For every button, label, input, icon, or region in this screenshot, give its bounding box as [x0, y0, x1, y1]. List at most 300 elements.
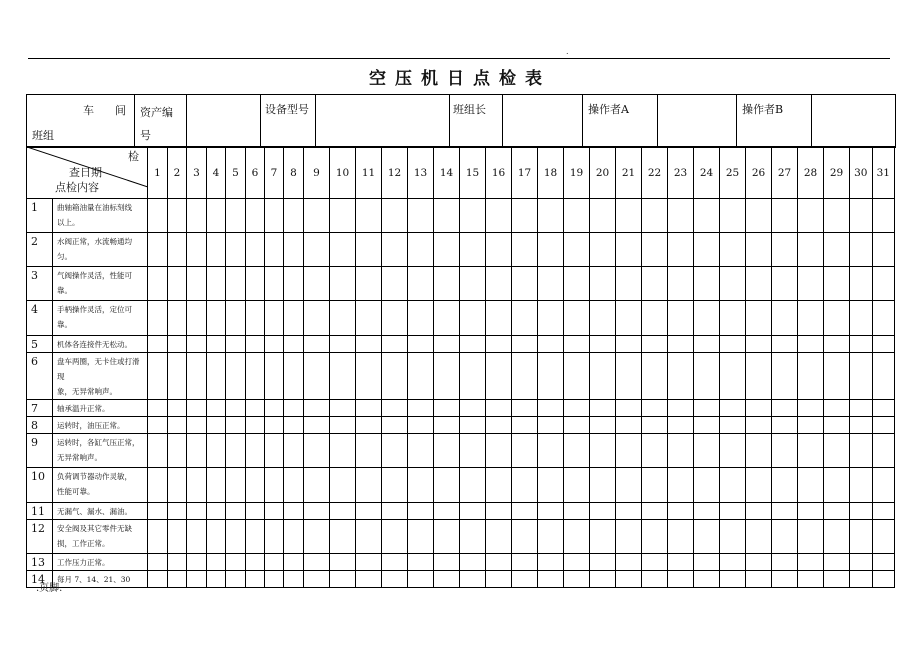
- check-cell[interactable]: [382, 199, 408, 233]
- check-cell[interactable]: [872, 571, 895, 588]
- check-cell[interactable]: [746, 301, 772, 336]
- check-cell[interactable]: [564, 301, 590, 336]
- check-cell[interactable]: [590, 233, 616, 267]
- check-cell[interactable]: [246, 434, 265, 468]
- check-cell[interactable]: [460, 417, 486, 434]
- check-cell[interactable]: [148, 267, 168, 301]
- check-cell[interactable]: [564, 199, 590, 233]
- check-cell[interactable]: [486, 353, 512, 400]
- check-cell[interactable]: [538, 468, 564, 503]
- check-cell[interactable]: [168, 434, 187, 468]
- check-cell[interactable]: [226, 571, 246, 588]
- check-cell[interactable]: [265, 301, 284, 336]
- check-cell[interactable]: [408, 400, 434, 417]
- check-cell[interactable]: [187, 400, 207, 417]
- check-cell[interactable]: [226, 400, 246, 417]
- check-cell[interactable]: [720, 417, 746, 434]
- check-cell[interactable]: [187, 233, 207, 267]
- check-cell[interactable]: [642, 199, 668, 233]
- check-cell[interactable]: [538, 503, 564, 520]
- check-cell[interactable]: [168, 503, 187, 520]
- check-cell[interactable]: [590, 503, 616, 520]
- check-cell[interactable]: [168, 400, 187, 417]
- check-cell[interactable]: [356, 233, 382, 267]
- check-cell[interactable]: [330, 434, 356, 468]
- check-cell[interactable]: [772, 301, 798, 336]
- check-cell[interactable]: [746, 468, 772, 503]
- check-cell[interactable]: [772, 554, 798, 571]
- check-cell[interactable]: [304, 267, 330, 301]
- check-cell[interactable]: [694, 554, 720, 571]
- check-cell[interactable]: [772, 336, 798, 353]
- check-cell[interactable]: [564, 520, 590, 554]
- check-cell[interactable]: [246, 233, 265, 267]
- check-cell[interactable]: [872, 468, 895, 503]
- check-cell[interactable]: [668, 417, 694, 434]
- check-cell[interactable]: [460, 199, 486, 233]
- check-cell[interactable]: [408, 267, 434, 301]
- check-cell[interactable]: [746, 417, 772, 434]
- check-cell[interactable]: [168, 520, 187, 554]
- check-cell[interactable]: [564, 233, 590, 267]
- check-cell[interactable]: [330, 267, 356, 301]
- check-cell[interactable]: [616, 554, 642, 571]
- check-cell[interactable]: [824, 503, 850, 520]
- check-cell[interactable]: [824, 267, 850, 301]
- check-cell[interactable]: [616, 199, 642, 233]
- check-cell[interactable]: [668, 554, 694, 571]
- check-cell[interactable]: [168, 353, 187, 400]
- check-cell[interactable]: [642, 417, 668, 434]
- check-cell[interactable]: [694, 434, 720, 468]
- check-cell[interactable]: [642, 336, 668, 353]
- check-cell[interactable]: [168, 301, 187, 336]
- check-cell[interactable]: [486, 554, 512, 571]
- check-cell[interactable]: [720, 503, 746, 520]
- check-cell[interactable]: [616, 503, 642, 520]
- check-cell[interactable]: [668, 336, 694, 353]
- check-cell[interactable]: [304, 301, 330, 336]
- check-cell[interactable]: [668, 503, 694, 520]
- check-cell[interactable]: [746, 233, 772, 267]
- check-cell[interactable]: [850, 199, 873, 233]
- check-cell[interactable]: [824, 520, 850, 554]
- check-cell[interactable]: [382, 554, 408, 571]
- check-cell[interactable]: [720, 353, 746, 400]
- check-cell[interactable]: [872, 400, 895, 417]
- check-cell[interactable]: [356, 301, 382, 336]
- check-cell[interactable]: [850, 233, 873, 267]
- check-cell[interactable]: [512, 301, 538, 336]
- check-cell[interactable]: [187, 520, 207, 554]
- check-cell[interactable]: [694, 267, 720, 301]
- check-cell[interactable]: [168, 468, 187, 503]
- check-cell[interactable]: [512, 503, 538, 520]
- check-cell[interactable]: [187, 199, 207, 233]
- check-cell[interactable]: [590, 468, 616, 503]
- check-cell[interactable]: [746, 353, 772, 400]
- check-cell[interactable]: [356, 417, 382, 434]
- check-cell[interactable]: [694, 301, 720, 336]
- check-cell[interactable]: [616, 417, 642, 434]
- check-cell[interactable]: [265, 353, 284, 400]
- operator-a-field[interactable]: [658, 95, 737, 148]
- check-cell[interactable]: [564, 417, 590, 434]
- check-cell[interactable]: [798, 353, 824, 400]
- check-cell[interactable]: [148, 400, 168, 417]
- check-cell[interactable]: [746, 400, 772, 417]
- check-cell[interactable]: [668, 353, 694, 400]
- check-cell[interactable]: [207, 400, 226, 417]
- check-cell[interactable]: [330, 503, 356, 520]
- check-cell[interactable]: [330, 400, 356, 417]
- check-cell[interactable]: [226, 199, 246, 233]
- check-cell[interactable]: [356, 554, 382, 571]
- check-cell[interactable]: [382, 434, 408, 468]
- check-cell[interactable]: [850, 267, 873, 301]
- check-cell[interactable]: [304, 503, 330, 520]
- check-cell[interactable]: [284, 353, 304, 400]
- check-cell[interactable]: [616, 301, 642, 336]
- check-cell[interactable]: [512, 434, 538, 468]
- check-cell[interactable]: [642, 353, 668, 400]
- check-cell[interactable]: [512, 554, 538, 571]
- check-cell[interactable]: [246, 267, 265, 301]
- check-cell[interactable]: [486, 571, 512, 588]
- check-cell[interactable]: [460, 520, 486, 554]
- check-cell[interactable]: [642, 571, 668, 588]
- check-cell[interactable]: [207, 233, 226, 267]
- check-cell[interactable]: [265, 233, 284, 267]
- check-cell[interactable]: [207, 520, 226, 554]
- check-cell[interactable]: [720, 336, 746, 353]
- check-cell[interactable]: [772, 468, 798, 503]
- check-cell[interactable]: [148, 233, 168, 267]
- asset-no-field[interactable]: [187, 95, 261, 148]
- check-cell[interactable]: [460, 336, 486, 353]
- check-cell[interactable]: [148, 353, 168, 400]
- check-cell[interactable]: [772, 267, 798, 301]
- check-cell[interactable]: [590, 400, 616, 417]
- check-cell[interactable]: [616, 520, 642, 554]
- check-cell[interactable]: [486, 301, 512, 336]
- check-cell[interactable]: [872, 417, 895, 434]
- check-cell[interactable]: [148, 417, 168, 434]
- check-cell[interactable]: [187, 554, 207, 571]
- check-cell[interactable]: [538, 301, 564, 336]
- check-cell[interactable]: [207, 503, 226, 520]
- check-cell[interactable]: [850, 503, 873, 520]
- check-cell[interactable]: [207, 336, 226, 353]
- check-cell[interactable]: [720, 434, 746, 468]
- check-cell[interactable]: [512, 417, 538, 434]
- check-cell[interactable]: [226, 434, 246, 468]
- check-cell[interactable]: [824, 353, 850, 400]
- check-cell[interactable]: [265, 199, 284, 233]
- check-cell[interactable]: [642, 468, 668, 503]
- check-cell[interactable]: [434, 571, 460, 588]
- check-cell[interactable]: [434, 468, 460, 503]
- check-cell[interactable]: [872, 554, 895, 571]
- check-cell[interactable]: [356, 571, 382, 588]
- check-cell[interactable]: [538, 400, 564, 417]
- check-cell[interactable]: [304, 417, 330, 434]
- check-cell[interactable]: [798, 571, 824, 588]
- check-cell[interactable]: [642, 434, 668, 468]
- check-cell[interactable]: [538, 434, 564, 468]
- check-cell[interactable]: [246, 468, 265, 503]
- check-cell[interactable]: [408, 434, 434, 468]
- check-cell[interactable]: [408, 199, 434, 233]
- check-cell[interactable]: [246, 503, 265, 520]
- check-cell[interactable]: [330, 417, 356, 434]
- check-cell[interactable]: [512, 233, 538, 267]
- check-cell[interactable]: [564, 400, 590, 417]
- check-cell[interactable]: [512, 353, 538, 400]
- check-cell[interactable]: [284, 434, 304, 468]
- check-cell[interactable]: [746, 520, 772, 554]
- check-cell[interactable]: [330, 520, 356, 554]
- model-field[interactable]: [316, 95, 450, 148]
- check-cell[interactable]: [382, 267, 408, 301]
- check-cell[interactable]: [668, 267, 694, 301]
- check-cell[interactable]: [168, 199, 187, 233]
- check-cell[interactable]: [668, 400, 694, 417]
- check-cell[interactable]: [668, 434, 694, 468]
- check-cell[interactable]: [798, 233, 824, 267]
- check-cell[interactable]: [798, 199, 824, 233]
- check-cell[interactable]: [284, 503, 304, 520]
- check-cell[interactable]: [872, 520, 895, 554]
- check-cell[interactable]: [187, 503, 207, 520]
- check-cell[interactable]: [590, 267, 616, 301]
- check-cell[interactable]: [850, 571, 873, 588]
- check-cell[interactable]: [226, 417, 246, 434]
- check-cell[interactable]: [746, 571, 772, 588]
- check-cell[interactable]: [304, 233, 330, 267]
- check-cell[interactable]: [304, 336, 330, 353]
- check-cell[interactable]: [460, 503, 486, 520]
- check-cell[interactable]: [590, 554, 616, 571]
- check-cell[interactable]: [226, 301, 246, 336]
- check-cell[interactable]: [246, 571, 265, 588]
- check-cell[interactable]: [538, 417, 564, 434]
- check-cell[interactable]: [798, 267, 824, 301]
- check-cell[interactable]: [187, 301, 207, 336]
- check-cell[interactable]: [148, 520, 168, 554]
- check-cell[interactable]: [486, 468, 512, 503]
- check-cell[interactable]: [872, 199, 895, 233]
- check-cell[interactable]: [798, 434, 824, 468]
- check-cell[interactable]: [434, 301, 460, 336]
- check-cell[interactable]: [148, 571, 168, 588]
- check-cell[interactable]: [330, 233, 356, 267]
- check-cell[interactable]: [226, 353, 246, 400]
- check-cell[interactable]: [538, 520, 564, 554]
- check-cell[interactable]: [850, 468, 873, 503]
- check-cell[interactable]: [694, 520, 720, 554]
- check-cell[interactable]: [408, 468, 434, 503]
- check-cell[interactable]: [668, 468, 694, 503]
- check-cell[interactable]: [304, 353, 330, 400]
- check-cell[interactable]: [265, 434, 284, 468]
- check-cell[interactable]: [772, 353, 798, 400]
- check-cell[interactable]: [207, 434, 226, 468]
- check-cell[interactable]: [168, 417, 187, 434]
- check-cell[interactable]: [850, 434, 873, 468]
- check-cell[interactable]: [512, 520, 538, 554]
- check-cell[interactable]: [434, 554, 460, 571]
- check-cell[interactable]: [616, 571, 642, 588]
- check-cell[interactable]: [382, 233, 408, 267]
- check-cell[interactable]: [590, 434, 616, 468]
- check-cell[interactable]: [187, 417, 207, 434]
- check-cell[interactable]: [694, 468, 720, 503]
- check-cell[interactable]: [720, 554, 746, 571]
- check-cell[interactable]: [460, 468, 486, 503]
- check-cell[interactable]: [668, 571, 694, 588]
- check-cell[interactable]: [512, 267, 538, 301]
- check-cell[interactable]: [720, 400, 746, 417]
- check-cell[interactable]: [538, 233, 564, 267]
- check-cell[interactable]: [246, 417, 265, 434]
- check-cell[interactable]: [187, 434, 207, 468]
- check-cell[interactable]: [590, 353, 616, 400]
- check-cell[interactable]: [694, 400, 720, 417]
- check-cell[interactable]: [408, 520, 434, 554]
- check-cell[interactable]: [564, 434, 590, 468]
- check-cell[interactable]: [798, 468, 824, 503]
- check-cell[interactable]: [408, 336, 434, 353]
- check-cell[interactable]: [382, 468, 408, 503]
- check-cell[interactable]: [668, 301, 694, 336]
- check-cell[interactable]: [265, 571, 284, 588]
- check-cell[interactable]: [226, 503, 246, 520]
- check-cell[interactable]: [148, 301, 168, 336]
- check-cell[interactable]: [538, 571, 564, 588]
- check-cell[interactable]: [304, 520, 330, 554]
- check-cell[interactable]: [850, 417, 873, 434]
- check-cell[interactable]: [590, 520, 616, 554]
- check-cell[interactable]: [850, 520, 873, 554]
- check-cell[interactable]: [850, 353, 873, 400]
- check-cell[interactable]: [284, 400, 304, 417]
- check-cell[interactable]: [330, 468, 356, 503]
- check-cell[interactable]: [798, 503, 824, 520]
- check-cell[interactable]: [872, 336, 895, 353]
- check-cell[interactable]: [382, 571, 408, 588]
- check-cell[interactable]: [616, 353, 642, 400]
- check-cell[interactable]: [512, 336, 538, 353]
- check-cell[interactable]: [850, 336, 873, 353]
- check-cell[interactable]: [694, 233, 720, 267]
- check-cell[interactable]: [187, 267, 207, 301]
- check-cell[interactable]: [824, 571, 850, 588]
- check-cell[interactable]: [284, 571, 304, 588]
- check-cell[interactable]: [284, 554, 304, 571]
- check-cell[interactable]: [284, 417, 304, 434]
- check-cell[interactable]: [356, 468, 382, 503]
- check-cell[interactable]: [207, 301, 226, 336]
- check-cell[interactable]: [824, 417, 850, 434]
- check-cell[interactable]: [642, 233, 668, 267]
- check-cell[interactable]: [772, 520, 798, 554]
- check-cell[interactable]: [872, 353, 895, 400]
- check-cell[interactable]: [720, 571, 746, 588]
- check-cell[interactable]: [408, 301, 434, 336]
- check-cell[interactable]: [356, 199, 382, 233]
- check-cell[interactable]: [850, 301, 873, 336]
- check-cell[interactable]: [772, 417, 798, 434]
- check-cell[interactable]: [284, 267, 304, 301]
- check-cell[interactable]: [265, 267, 284, 301]
- check-cell[interactable]: [330, 353, 356, 400]
- check-cell[interactable]: [207, 554, 226, 571]
- check-cell[interactable]: [642, 503, 668, 520]
- check-cell[interactable]: [694, 353, 720, 400]
- check-cell[interactable]: [356, 267, 382, 301]
- check-cell[interactable]: [330, 199, 356, 233]
- check-cell[interactable]: [564, 503, 590, 520]
- check-cell[interactable]: [246, 520, 265, 554]
- check-cell[interactable]: [284, 336, 304, 353]
- check-cell[interactable]: [284, 301, 304, 336]
- check-cell[interactable]: [772, 233, 798, 267]
- check-cell[interactable]: [304, 571, 330, 588]
- check-cell[interactable]: [512, 468, 538, 503]
- check-cell[interactable]: [538, 199, 564, 233]
- check-cell[interactable]: [187, 353, 207, 400]
- check-cell[interactable]: [720, 199, 746, 233]
- check-cell[interactable]: [148, 554, 168, 571]
- check-cell[interactable]: [850, 554, 873, 571]
- check-cell[interactable]: [246, 353, 265, 400]
- check-cell[interactable]: [226, 267, 246, 301]
- check-cell[interactable]: [434, 353, 460, 400]
- check-cell[interactable]: [694, 336, 720, 353]
- check-cell[interactable]: [564, 336, 590, 353]
- check-cell[interactable]: [460, 267, 486, 301]
- check-cell[interactable]: [772, 199, 798, 233]
- check-cell[interactable]: [434, 400, 460, 417]
- check-cell[interactable]: [872, 301, 895, 336]
- check-cell[interactable]: [356, 400, 382, 417]
- check-cell[interactable]: [798, 400, 824, 417]
- check-cell[interactable]: [872, 434, 895, 468]
- check-cell[interactable]: [382, 417, 408, 434]
- check-cell[interactable]: [265, 503, 284, 520]
- check-cell[interactable]: [486, 434, 512, 468]
- check-cell[interactable]: [616, 233, 642, 267]
- check-cell[interactable]: [824, 301, 850, 336]
- check-cell[interactable]: [330, 336, 356, 353]
- check-cell[interactable]: [304, 554, 330, 571]
- check-cell[interactable]: [246, 400, 265, 417]
- check-cell[interactable]: [246, 199, 265, 233]
- check-cell[interactable]: [408, 571, 434, 588]
- check-cell[interactable]: [486, 336, 512, 353]
- check-cell[interactable]: [246, 336, 265, 353]
- check-cell[interactable]: [382, 400, 408, 417]
- check-cell[interactable]: [460, 353, 486, 400]
- check-cell[interactable]: [772, 400, 798, 417]
- check-cell[interactable]: [226, 520, 246, 554]
- check-cell[interactable]: [356, 353, 382, 400]
- check-cell[interactable]: [512, 571, 538, 588]
- check-cell[interactable]: [434, 417, 460, 434]
- check-cell[interactable]: [460, 434, 486, 468]
- check-cell[interactable]: [872, 267, 895, 301]
